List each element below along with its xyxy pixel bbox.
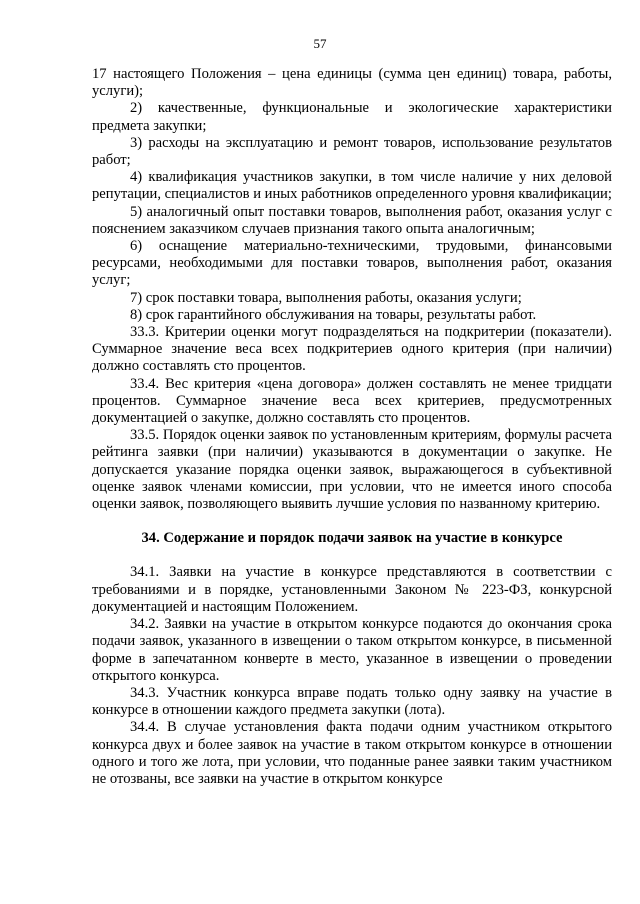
- page-number: 57: [313, 36, 327, 51]
- paragraph-34-4: 34.4. В случае установления факта подачи одним участником открытого конкурса двух и более заявок на участие в таком открытом конкурсе в отношении одного и того же лота, при условии, что поданные ранее заявки таким участником не отозваны, все заявки на участие в открытом конкурсе: [92, 719, 612, 787]
- paragraph-criterion-4: 4) квалификация участников закупки, в том числе наличие у них деловой репутации, специалистов и иных работников определенного уровня квалификации;: [92, 169, 612, 203]
- paragraph-34-1: 34.1. Заявки на участие в конкурсе представляются в соответствии с требованиями и в порядке, установленными Законом № 223-ФЗ, конкурсной документацией и настоящим Положением.: [92, 564, 612, 615]
- paragraph-criterion-5: 5) аналогичный опыт поставки товаров, выполнения работ, оказания услуг с пояснением заказчиком случаев признания такого опыта аналогичным;: [92, 203, 612, 237]
- paragraph-criterion-2: 2) качественные, функциональные и экологические характеристики предмета закупки;: [92, 100, 612, 134]
- document-body: [92, 66, 612, 788]
- paragraph-criterion-7: 7) срок поставки товара, выполнения работы, оказания услуги;: [130, 289, 522, 306]
- paragraph-33-5: 33.5. Порядок оценки заявок по установленным критериям, формулы расчета рейтинга заявки (при наличии) указываются в документации о закупке. Не допускается указание порядка оценки заявок, выражающегося в субъективной оценке заявок членами комиссии, при условии, что не имеется иного способа оценки заявок, позволяющего выявить лучшие условия по названному критерию.: [92, 427, 612, 513]
- paragraph-34-2: 34.2. Заявки на участие в открытом конкурсе подаются до окончания срока подачи заявок, указанного в извещении о таком открытом конкурсе, в письменной форме в запечатанном конверте в место, указанное в извещении о проведении открытого конкурса.: [92, 616, 612, 684]
- paragraph-34-3: 34.3. Участник конкурса вправе подать только одну заявку на участие в конкурсе в отношении каждого предмета закупки (лота).: [92, 684, 612, 719]
- paragraph-33-3: 33.3. Критерии оценки могут подразделяться на подкритерии (показатели). Суммарное значение веса всех подкритериев одного критерия (при наличии) должно составлять сто процентов.: [92, 324, 612, 375]
- paragraph-criterion-8: 8) срок гарантийного обслуживания на товары, результаты работ.: [130, 306, 537, 323]
- paragraph-criterion-6: 6) оснащение материально-техническими, трудовыми, финансовыми ресурсами, необходимыми для поставки товаров, выполнения работ, оказания услуг;: [92, 238, 612, 289]
- paragraph-33-4: 33.4. Вес критерия «цена договора» должен составлять не менее тридцати процентов. Суммарное значение веса всех критериев, предусмотренных документацией о закупке, должно составлять сто процентов.: [92, 375, 612, 427]
- section-34-heading: 34. Содержание и порядок подачи заявок на участие в конкурсе: [141, 530, 563, 547]
- paragraph-criterion-1-continuation: 17 настоящего Положения – цена единицы (сумма цен единиц) товара, работы, услуги);: [92, 66, 612, 100]
- paragraph-criterion-3: 3) расходы на эксплуатацию и ремонт товаров, использование результатов работ;: [92, 134, 612, 169]
